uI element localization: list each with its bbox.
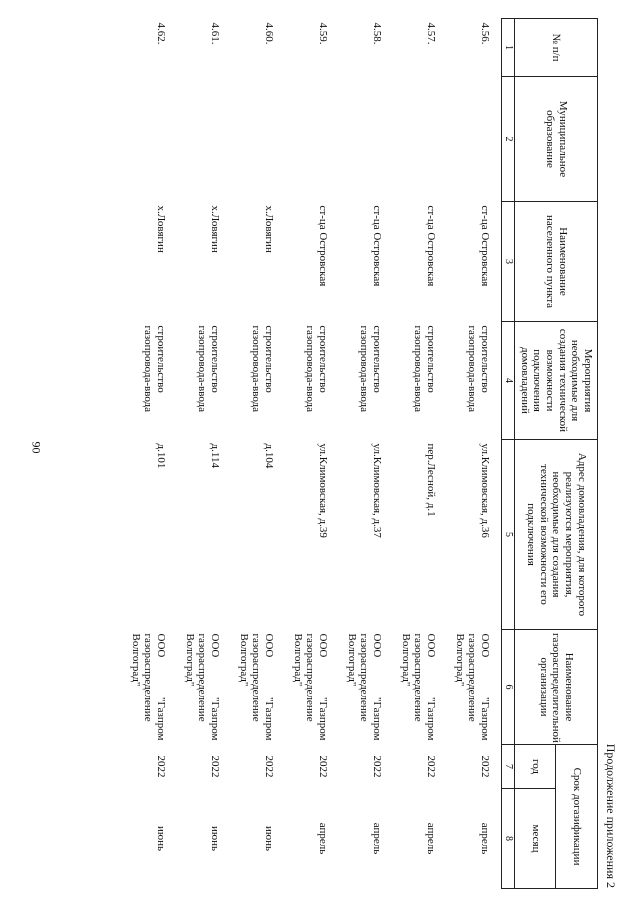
col-number: 3 xyxy=(502,202,515,322)
row-number: 4.62. xyxy=(155,22,167,45)
page-number: 90 xyxy=(29,441,44,454)
year-cell: 2022 xyxy=(263,755,275,778)
row-number: 4.59. xyxy=(317,22,329,45)
header-org: Наименование газораспределительной организации xyxy=(515,630,598,745)
settlement-cell: х.Ловягин xyxy=(263,205,275,253)
month-cell: июнь xyxy=(263,826,275,852)
header-term: Срок догазификации xyxy=(556,745,598,889)
measures-cell: строительство газопровода-ввода xyxy=(196,325,221,412)
row-number: 4.56. xyxy=(479,22,491,45)
table-row xyxy=(231,19,285,889)
org-cell: ООО "Газпром газораспределение Волгоград" xyxy=(345,633,383,741)
settlement-cell: х.Ловягин xyxy=(209,205,221,253)
col-number: 8 xyxy=(502,789,515,889)
row-number: 4.60. xyxy=(263,22,275,45)
header-no: № п/п xyxy=(515,19,598,77)
municipal-cell xyxy=(447,77,502,202)
year-cell: 2022 xyxy=(155,755,167,778)
org-cell: ООО "Газпром газораспределение Волгоград" xyxy=(129,633,167,741)
header-municipal: Муниципальное образование xyxy=(515,77,598,202)
address-cell: д.104 xyxy=(263,443,275,469)
measures-cell: строительство газопровода-ввода xyxy=(358,325,383,412)
header-settlement: Наименование населенного пункта xyxy=(515,202,598,322)
column-number-row xyxy=(502,19,515,889)
col-number: 1 xyxy=(502,19,515,77)
org-cell: ООО "Газпром газораспределение Волгоград" xyxy=(453,633,491,741)
table-row xyxy=(123,19,177,889)
month-cell: июнь xyxy=(209,826,221,852)
measures-cell: строительство газопровода-ввода xyxy=(142,325,167,412)
header-measures: Мероприятия необходимые для создания технической возможности подключения домовладений xyxy=(515,322,598,440)
header-year: год xyxy=(515,745,557,789)
gasification-table xyxy=(123,18,598,889)
address-cell: пер.Лесной, д.1 xyxy=(425,443,437,517)
col-number: 7 xyxy=(502,745,515,789)
year-cell: 2022 xyxy=(209,755,221,778)
settlement-cell: ст-ца Островская xyxy=(371,205,383,287)
year-cell: 2022 xyxy=(479,755,491,778)
org-cell: ООО "Газпром газораспределение Волгоград" xyxy=(183,633,221,741)
month-cell: апрель xyxy=(317,822,329,855)
org-cell: ООО "Газпром газораспределение Волгоград" xyxy=(291,633,329,741)
year-cell: 2022 xyxy=(425,755,437,778)
org-cell: ООО "Газпром газораспределение Волгоград" xyxy=(237,633,275,741)
col-number: 2 xyxy=(502,77,515,202)
municipal-cell xyxy=(123,77,177,202)
address-cell: ул.Климовская, д.37 xyxy=(371,443,383,538)
settlement-cell: ст-ца Островская xyxy=(317,205,329,287)
measures-cell: строительство газопровода-ввода xyxy=(304,325,329,412)
municipal-cell xyxy=(339,77,393,202)
month-cell: апрель xyxy=(371,822,383,855)
year-cell: 2022 xyxy=(317,755,329,778)
municipal-cell xyxy=(393,77,447,202)
org-cell: ООО "Газпром газораспределение Волгоград" xyxy=(399,633,437,741)
municipal-cell xyxy=(285,77,339,202)
address-cell: д.101 xyxy=(155,443,167,469)
table-row xyxy=(393,19,447,889)
settlement-cell: ст-ца Островская xyxy=(425,205,437,287)
municipal-cell xyxy=(177,77,231,202)
landscape-content xyxy=(129,18,620,888)
header-month: месяц xyxy=(515,789,557,889)
col-number: 4 xyxy=(502,322,515,440)
settlement-cell: х.Ловягин xyxy=(155,205,167,253)
table-row xyxy=(447,19,502,889)
col-number: 6 xyxy=(502,630,515,745)
table-row xyxy=(339,19,393,889)
row-number: 4.61. xyxy=(209,22,221,45)
table-row xyxy=(285,19,339,889)
col-number: 5 xyxy=(502,440,515,630)
municipal-cell xyxy=(231,77,285,202)
row-number: 4.58. xyxy=(371,22,383,45)
measures-cell: строительство газопровода-ввода xyxy=(466,325,491,412)
measures-cell: строительство газопровода-ввода xyxy=(412,325,437,412)
year-cell: 2022 xyxy=(371,755,383,778)
header-address: Адрес домовладения, для которого реализуются мероприятия, необходимые для создания технической возможности его подключения xyxy=(515,440,598,630)
address-cell: ул.Климовская, д.36 xyxy=(479,443,491,538)
month-cell: апрель xyxy=(479,822,491,855)
month-cell: апрель xyxy=(425,822,437,855)
address-cell: ул.Климовская, д.39 xyxy=(317,443,329,538)
address-cell: д.114 xyxy=(209,443,221,468)
row-number: 4.57. xyxy=(425,22,437,45)
settlement-cell: ст-ца Островская xyxy=(479,205,491,287)
measures-cell: строительство газопровода-ввода xyxy=(250,325,275,412)
continuation-heading: Продолжение приложения 2 xyxy=(604,743,618,888)
table-row xyxy=(177,19,231,889)
month-cell: июнь xyxy=(155,826,167,852)
